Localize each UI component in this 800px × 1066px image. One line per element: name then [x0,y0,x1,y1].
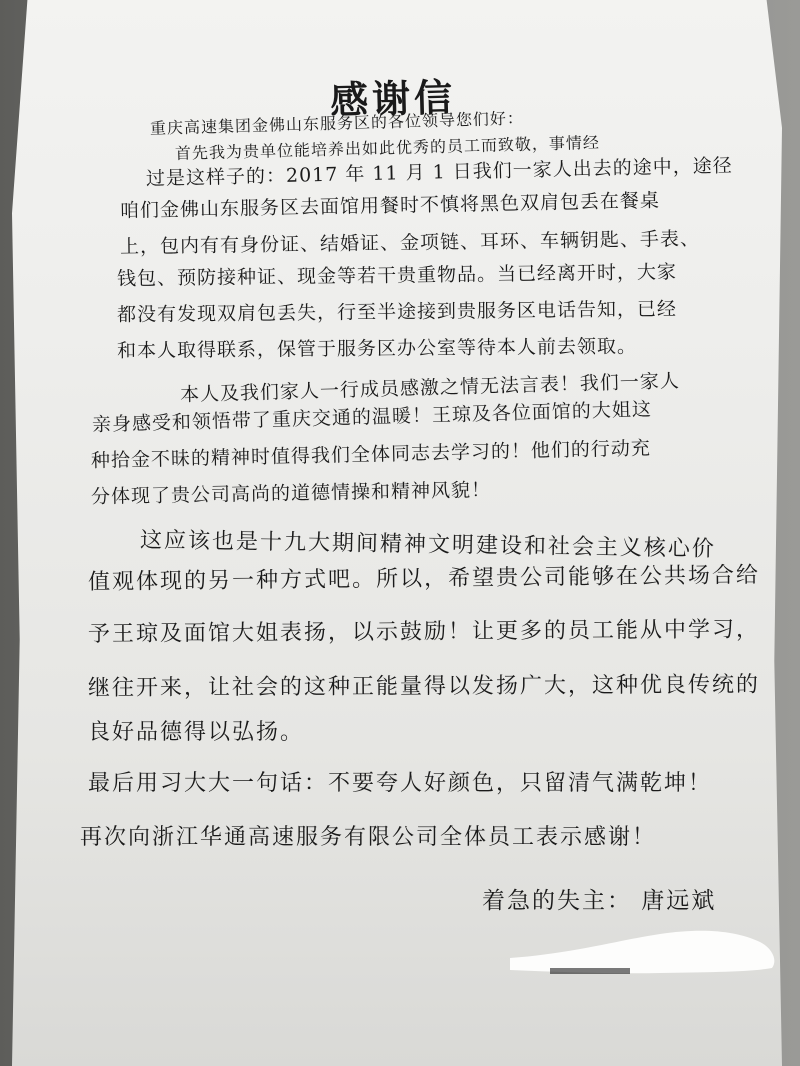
body-line: 分体现了贵公司高尚的道德情操和精神风貌！ [90,479,492,508]
body-line: 良好品德得以弘扬。 [88,720,305,745]
body-line: 钱包、预防接种证、现金等若干贵重物品。当已经离开时，大家 [116,261,678,290]
body-line: 过是这样子的：2017 年 11 月 1 日我们一家人出去的途中，途径 [145,154,733,190]
body-line: 本人及我们家人一行成员感激之情无法言表！我们一家人 [179,370,681,406]
body-line: 和本人取得联系，保管于服务区办公室等待本人前去领取。 [116,335,638,362]
body-line: 值观体现的另一种方式吧。所以，希望贵公司能够在公共场合给 [87,562,761,595]
signature-line: 着急的失主： 唐远斌 [482,888,717,914]
body-line: 首先我为贵单位能培养出如此优秀的员工而致敬，事情经 [174,132,601,163]
redaction-mark [510,920,780,980]
body-line: 亲身感受和领悟带了重庆交通的温暖！王琼及各位面馆的大姐这 [91,398,653,436]
body-line: 予王琼及面馆大姐表扬，以示鼓励！让更多的员工能从中学习， [87,617,761,647]
letter-title: 感谢信 [329,74,457,123]
body-line: 咱们金佛山东服务区去面馆用餐时不慎将黑色双肩包丢在餐桌 [119,189,661,222]
body-line: 继往开来，让社会的这种正能量得以发扬广大，这种优良传统的 [87,672,761,701]
body-line: 这应该也是十九大期间精神文明建设和社会主义核心价 [139,528,717,563]
body-line: 都没有发现双肩包丢失，行至半途接到贵服务区电话告知，已经 [116,298,678,326]
salutation-line: 重庆高速集团金佛山东服务区的各位领导您们好： [149,108,525,138]
body-line: 种拾金不昧的精神时值得我们全体同志去学习的！他们的行动充 [90,437,652,472]
closing-quote-line: 最后用习大大一句话：不要夸人好颜色，只留清气满乾坤！ [88,771,713,796]
thanks-line: 再次向浙江华通高速服务有限公司全体员工表示感谢！ [80,825,657,850]
body-line: 上，包内有有身份证、结婚证、金项链、耳环、车辆钥匙、手表、 [119,227,701,258]
